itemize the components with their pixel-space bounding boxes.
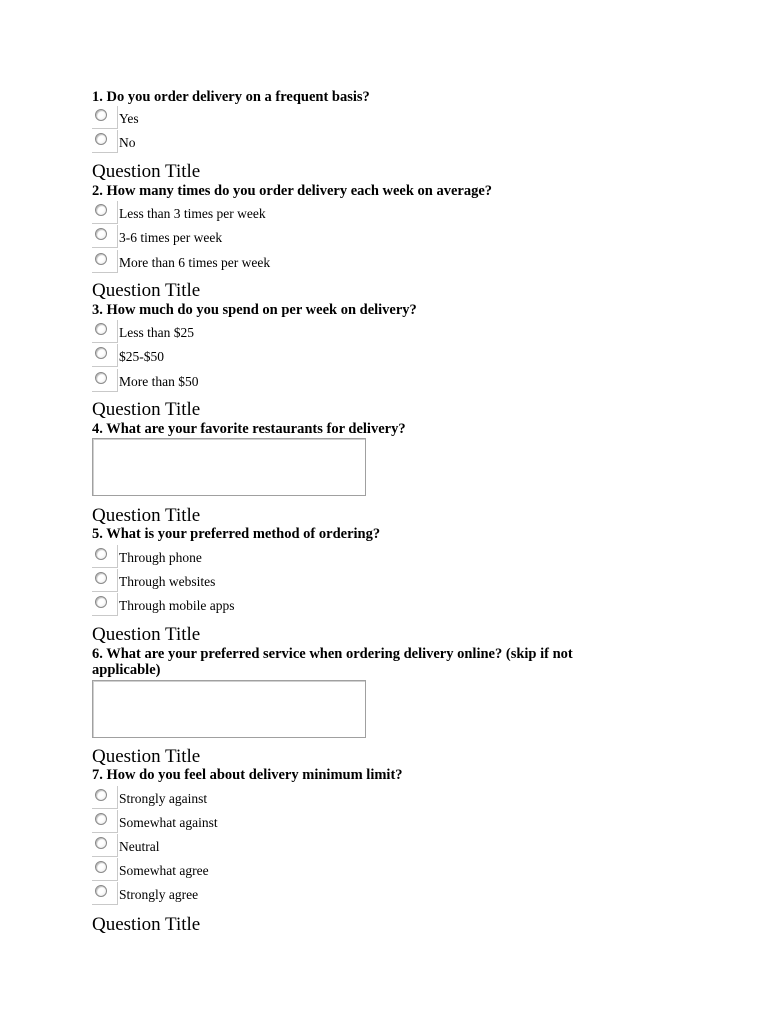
question-5-text: 5. What is your preferred method of ordering?: [92, 526, 381, 542]
question-2-title: Question Title: [92, 161, 201, 182]
option-less-than-25[interactable]: [92, 320, 392, 342]
option-mobile-apps[interactable]: [92, 593, 392, 615]
option-label: More than $50: [119, 374, 199, 389]
question-3-title: Question Title: [92, 280, 201, 301]
radio-button-icon[interactable]: [95, 253, 107, 265]
option-label: Through websites: [119, 574, 216, 589]
option-label: 3-6 times per week: [119, 230, 223, 245]
question-3-text: 3. How much do you spend on per week on delivery?: [92, 302, 417, 318]
option-label: Less than 3 times per week: [119, 206, 266, 221]
question-4-text: 4. What are your favorite restaurants for delivery?: [92, 421, 406, 437]
option-more-than-50[interactable]: [92, 369, 392, 391]
question-1-text: 1. Do you order delivery on a frequent basis?: [92, 89, 370, 105]
option-25-50[interactable]: [92, 344, 392, 366]
preferred-service-textarea[interactable]: [92, 680, 366, 738]
radio-button-icon[interactable]: [95, 789, 107, 801]
radio-button-icon[interactable]: [95, 837, 107, 849]
option-neutral[interactable]: [92, 834, 392, 856]
option-label: Somewhat against: [119, 815, 218, 830]
question-7-title: Question Title: [92, 746, 201, 767]
option-label: $25-$50: [119, 349, 164, 364]
option-strongly-agree[interactable]: [92, 882, 392, 904]
option-websites[interactable]: [92, 569, 392, 591]
radio-button-icon[interactable]: [95, 109, 107, 121]
option-label: Less than $25: [119, 325, 194, 340]
question-7-text: 7. How do you feel about delivery minimum limit?: [92, 767, 403, 783]
radio-button-icon[interactable]: [95, 228, 107, 240]
radio-button-icon[interactable]: [95, 204, 107, 216]
question-4-title: Question Title: [92, 399, 201, 420]
question-2-text: 2. How many times do you order delivery each week on average?: [92, 183, 493, 199]
option-strongly-against[interactable]: [92, 786, 392, 808]
option-label: Strongly agree: [119, 887, 199, 902]
option-less-than-3[interactable]: [92, 201, 392, 223]
option-3-6[interactable]: [92, 225, 392, 247]
question-5-title: Question Title: [92, 505, 201, 526]
option-phone[interactable]: [92, 545, 392, 567]
option-label: No: [119, 135, 136, 150]
option-label: More than 6 times per week: [119, 255, 271, 270]
favorite-restaurants-textarea[interactable]: [92, 438, 366, 496]
radio-button-icon[interactable]: [95, 861, 107, 873]
option-label: Through mobile apps: [119, 598, 235, 613]
option-label: Neutral: [119, 839, 160, 854]
option-label: Somewhat agree: [119, 863, 209, 878]
option-yes[interactable]: [92, 106, 392, 128]
option-label: Yes: [119, 111, 139, 126]
option-no[interactable]: [92, 130, 392, 152]
radio-button-icon[interactable]: [95, 813, 107, 825]
option-somewhat-against[interactable]: [92, 810, 392, 832]
radio-button-icon[interactable]: [95, 885, 107, 897]
option-somewhat-agree[interactable]: [92, 858, 392, 880]
radio-button-icon[interactable]: [95, 323, 107, 335]
radio-button-icon[interactable]: [95, 596, 107, 608]
question-8-title: Question Title: [92, 914, 201, 935]
option-label: Through phone: [119, 550, 202, 565]
option-label: Strongly against: [119, 791, 208, 806]
question-6-text: 6. What are your preferred service when ordering delivery online? (skip if not applicable): [92, 646, 573, 678]
question-6-title: Question Title: [92, 624, 201, 645]
radio-button-icon[interactable]: [95, 133, 107, 145]
radio-button-icon[interactable]: [95, 372, 107, 384]
radio-button-icon[interactable]: [95, 347, 107, 359]
radio-button-icon[interactable]: [95, 548, 107, 560]
option-more-than-6[interactable]: [92, 250, 392, 272]
radio-button-icon[interactable]: [95, 572, 107, 584]
